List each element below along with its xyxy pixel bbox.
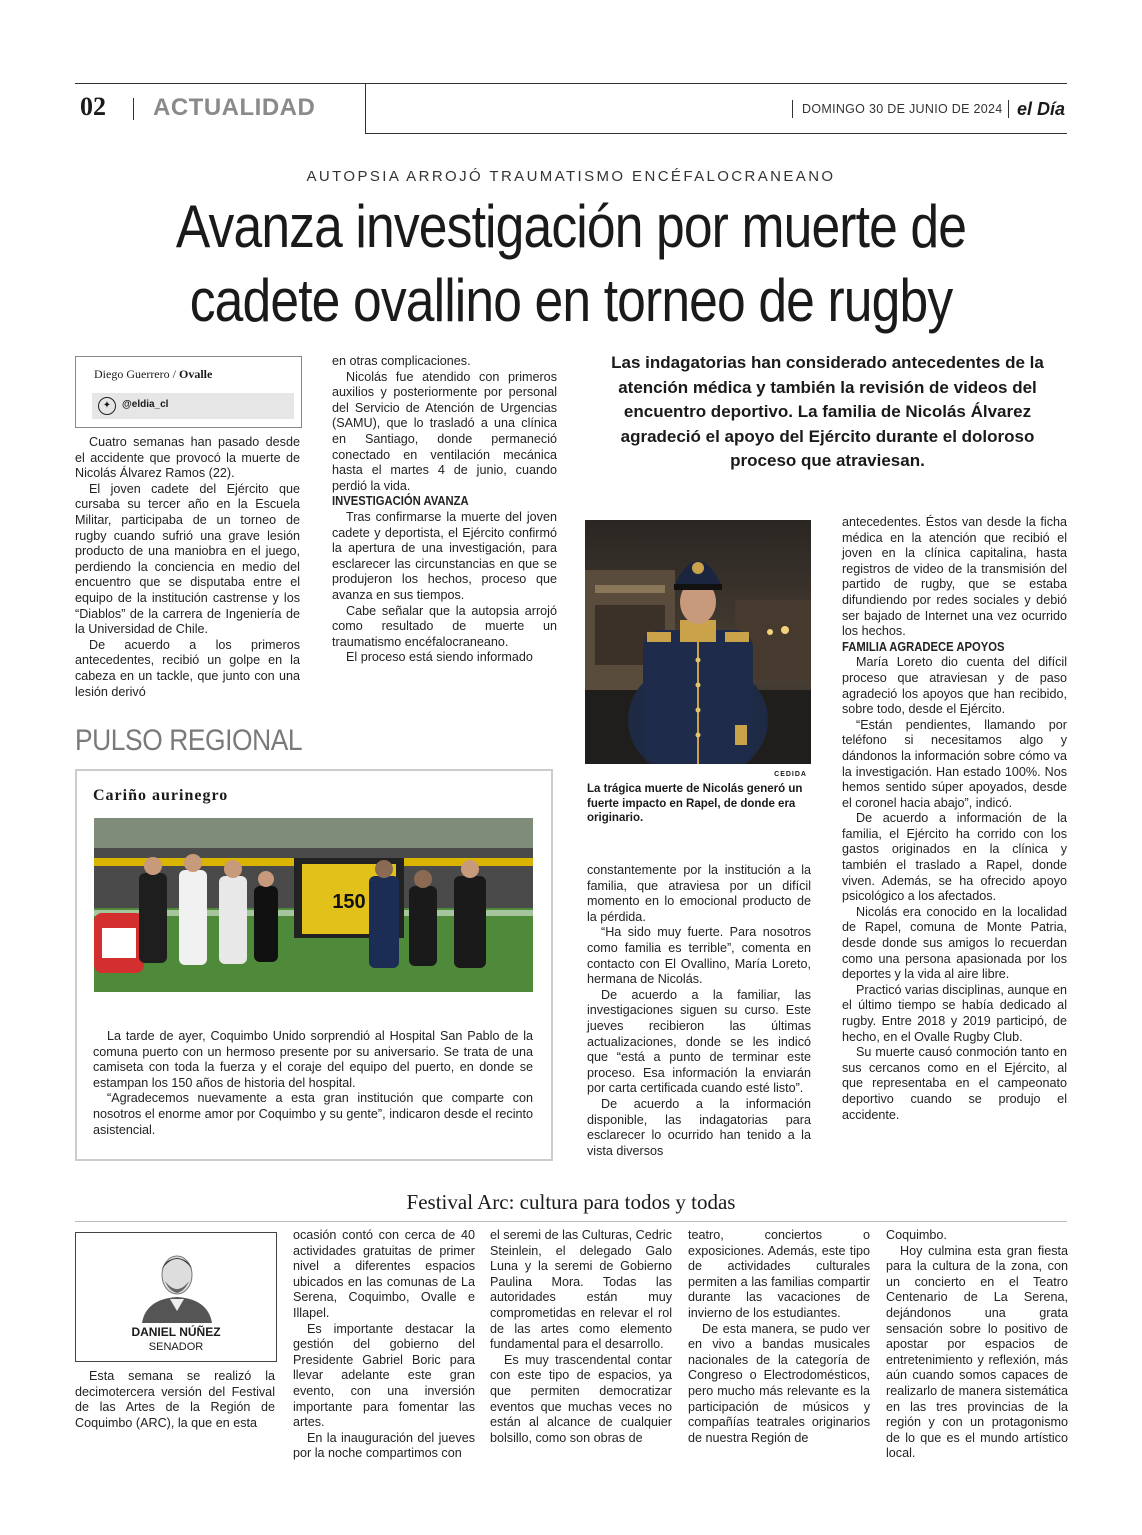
twitter-icon: ✦ <box>98 397 116 415</box>
paragraph: “Ha sido muy fuerte. Para nosotros como familia es terrible”, comenta en contacto con El Ovallino, María Loreto, hermana de Nicolás. <box>587 925 811 987</box>
author-name: Diego Guerrero <box>94 367 170 381</box>
paragraph: De acuerdo a los primeros antecedentes, recibió un golpe en la cabeza en un tackle, que junto con una lesión derivó <box>75 637 300 699</box>
header-top-rule <box>75 83 1067 84</box>
twitter-handle[interactable]: @eldia_cl <box>122 399 169 410</box>
columnist-avatar <box>136 1241 218 1323</box>
paragraph: constantemente por la institución a la familia, que atraviesa por un difícil momento en lo emocional producto de la pérdida. <box>587 863 811 924</box>
columnist-name: DANIEL NÚÑEZ <box>131 1325 221 1339</box>
cadet-photo <box>585 520 811 764</box>
columnist-role: SENADOR <box>148 1341 204 1353</box>
page-number: 02 <box>80 92 106 121</box>
column-col-2 <box>293 1228 475 1462</box>
paragraph: Tras confirmarse la muerte del joven cadete y deportista, el Ejército confirmó la apertura de una investigación, para esclarecer las circunstancias en que se produjeron los hechos, proceso que avanza en sus tiempos. <box>332 509 557 602</box>
headline-line-1: Avanza investigación por muerte de <box>175 193 967 260</box>
header-date-divider <box>792 100 793 118</box>
cadet-photo-illustration <box>585 520 811 764</box>
brand-logo: el Día <box>1017 99 1066 119</box>
twitter-bar <box>92 393 294 419</box>
section-label: ACTUALIDAD <box>153 94 316 121</box>
header-brand-divider <box>1008 100 1009 118</box>
subhead-investigacion: INVESTIGACIÓN AVANZA <box>332 494 469 509</box>
pulso-section-title: PULSO REGIONAL <box>75 724 303 757</box>
article-col-3 <box>587 863 811 1159</box>
pulso-photo <box>94 818 533 992</box>
header-bottom-rule <box>365 133 1067 134</box>
pulso-box <box>75 769 553 1161</box>
article-lead: Las indagatorias han considerado antecedentes de la atención médica y también la revisión de videos del encuentro deportivo. La familia de Nicolás Álvarez agradeció el apoyo del Ejército durante el doloroso proceso que atraviesan. <box>611 353 1044 470</box>
paragraph: Hoy culmina esta gran fiesta para la cultura de la zona, con un concierto en el Teatro Centenario de La Serena, dejándonos una grata sensación sobre lo positivo de apostar por espacios de entretenimiento y reflexión, más aún cuando somos capaces de realizarlo de manera sistemática en las tres provincias de la región y con un protagonismo de lo que es el mundo artístico local. <box>886 1243 1068 1461</box>
paragraph: Coquimbo. <box>886 1228 947 1242</box>
article-col-2 <box>332 354 557 666</box>
shirt-number: 150 <box>332 891 366 913</box>
paragraph: antecedentes. Éstos van desde la ficha médica en la atención que recibió el joven en la clínica capitalina, hasta registros de video de la transmisión del partido de rugby, que se estaba difundiendo por redes sociales y debió ser bajado de Internet una vez ocurrido los hechos. <box>842 515 1067 639</box>
paragraph: La tarde de ayer, Coquimbo Unido sorprendió al Hospital San Pablo de la comuna puerto con un hermoso presente por su aniversario. Se trata de una camiseta con toda la fuerza y el coraje del equipo del puerto, en donde se estampan los 150 años de historia del hospital. <box>93 1029 533 1090</box>
headline-line-2: cadete ovallino en torneo de rugby <box>189 267 953 334</box>
paragraph: Nicolás fue atendido con primeros auxilios y posteriormente por personal del Servicio de Atención de Urgencias (SAMU), que lo trasladó a una clínica en Santiago, donde permaneció conectado en ventilación mecánica hasta el martes 4 de junio, cuando perdió la vida. <box>332 369 557 493</box>
paragraph: Es muy trascendental contar con este tipo de espacios, ya que permiten democratizar eventos que muchas veces no están al alcance de cualquier bolsillo, como son obras de <box>490 1352 672 1445</box>
header-divider <box>133 98 134 120</box>
photo-credit: CEDIDA <box>774 771 807 778</box>
paragraph: “Están pendientes, llamando por teléfono si necesitamos algo y dándonos la información sobre cómo va la investigación. Han estado 100%. Nos hemos sentido súper apoyados, desde el coronel hacia abajo”, indicó. <box>842 717 1067 810</box>
paragraph: El proceso está siendo informado <box>346 650 533 665</box>
paragraph: Cuatro semanas han pasado desde el accidente que provocó la muerte de Nicolás Álvarez Ramos (22). <box>75 435 300 481</box>
article-kicker: AUTOPSIA ARROJÓ TRAUMATISMO ENCÉFALOCRANEANO <box>306 168 836 185</box>
paragraph: El joven cadete del Ejército que cursaba su tercer año en la Escuela Militar, participaba de un torneo de rugby cuando sufrió una grave lesión producto de una maniobra en el juego, perdiendo la conciencia en medio del encuentro que se disputaba entre el equipo de la institución castrense y los “Diablos” de la carrera de Ingeniería de la Universidad de Chile. <box>75 481 300 637</box>
paragraph: el seremi de las Culturas, Cedric Steinlein, el delegado Galo Luna y la seremi de Gobierno Paulina Mora. Todas las autoridades están muy comprometidas en relevar el rol de las artes como elemento fundamental para el desarrollo. <box>490 1228 672 1352</box>
paragraph: En la inauguración del jueves por la noche compartimos con <box>293 1430 475 1461</box>
article-col-4 <box>842 515 1067 1123</box>
article-col-1 <box>75 435 300 700</box>
paragraph: en otras complicaciones. <box>332 354 471 368</box>
subhead-familia: FAMILIA AGRADECE APOYOS <box>842 639 1005 654</box>
pulso-title: Cariño aurinegro <box>93 787 229 804</box>
column-col-5 <box>886 1228 1068 1462</box>
header-date: DOMINGO 30 DE JUNIO DE 2024 <box>802 102 1003 116</box>
paragraph: De acuerdo a la información disponible, las indagatorias para esclarecer lo ocurrido han tenido a la vista diversos <box>587 1096 811 1158</box>
paragraph: teatro, conciertos o exposiciones. Además, este tipo de actividades culturales permiten a las familias compartir durante las vacaciones de invierno de los estudiantes. <box>688 1228 870 1320</box>
column-col-3 <box>490 1228 672 1446</box>
author-location: Ovalle <box>178 367 213 381</box>
author-separator: / <box>172 367 179 381</box>
paragraph: ocasión contó con cerca de 40 actividades gratuitas de primer nivel a diferentes espacios ubicados en las comunas de La Serena, Coquimbo, Ovalle e Illapel. <box>293 1228 475 1320</box>
header-section-rule <box>365 83 366 133</box>
paragraph: Su muerte causó conmoción tanto en sus cercanos como en el Ejército, al que representaba en el campeonato deportivo cuando se produjo el accidente. <box>842 1045 1067 1122</box>
paragraph: María Loreto dio cuenta del difícil proceso que atraviesan y de paso agradeció los apoyos que han recibido, sobre todo, desde el Ejército. <box>842 655 1067 717</box>
paragraph: Cabe señalar que la autopsia arrojó como resultado de muerte un traumatismo encéfalocraneano. <box>332 603 557 649</box>
column-title: Festival Arc: cultura para todos y todas <box>406 1190 736 1214</box>
pulso-text <box>93 1029 533 1138</box>
paragraph: “Agradecemos nuevamente a esta gran institución que comparte con nosotros el enorme amor por Coquimbo y su gente”, indicaron desde el recinto asistencial. <box>93 1091 533 1137</box>
columnist-box <box>75 1232 277 1362</box>
paragraph: Esta semana se realizó la decimotercera versión del Festival de las Artes de la Región de Coquimbo (ARC), la que en esta <box>75 1369 275 1430</box>
paragraph: Nicolás era conocido en la localidad de Rapel, comuna de Monte Patria, desde donde sus amigos lo recuerdan como una persona apasionada por los deportes y la vida al aire libre. <box>842 904 1067 982</box>
paragraph: De acuerdo a la familiar, las investigaciones siguen su curso. Este jueves recibieron las últimas actualizaciones, donde se les indicó que “está a punto de terminar este proceso. Esa información la enviarán por carta certificada cuando esté listo”. <box>587 987 811 1096</box>
paragraph: Practicó varias disciplinas, aunque en el último tiempo se había dedicado al rugby. Entre 2018 y 2019 participó, de hecho, en el Ovalle Rugby Club. <box>842 982 1067 1044</box>
column-col-1 <box>75 1369 275 1431</box>
pulso-photo-illustration <box>94 818 533 992</box>
column-col-4 <box>688 1228 870 1446</box>
paragraph: De acuerdo a información de la familia, el Ejército ha corrido con los gastos originados en la clínica y también el traslado a Rapel, donde viven. Además, se ha ofrecido apoyo psicológico a los afectados. <box>842 811 1067 904</box>
author-box <box>75 356 302 428</box>
photo-caption: La trágica muerte de Nicolás generó un fuerte impacto en Rapel, de donde era originario. <box>587 783 803 824</box>
column-top-rule <box>75 1221 1067 1222</box>
paragraph: De esta manera, se pudo ver en vivo a bandas musicales nacionales de la categoría de Congreso o Electrodomésticos, pero mucho más relevante es la participación de músicos y compañías teatrales originarios de nuestra Región de <box>688 1321 870 1445</box>
paragraph: Es importante destacar la gestión del gobierno del Presidente Gabriel Boric para llevar adelante este gran evento, con una inversión importante para fomentar las artes. <box>293 1321 475 1430</box>
